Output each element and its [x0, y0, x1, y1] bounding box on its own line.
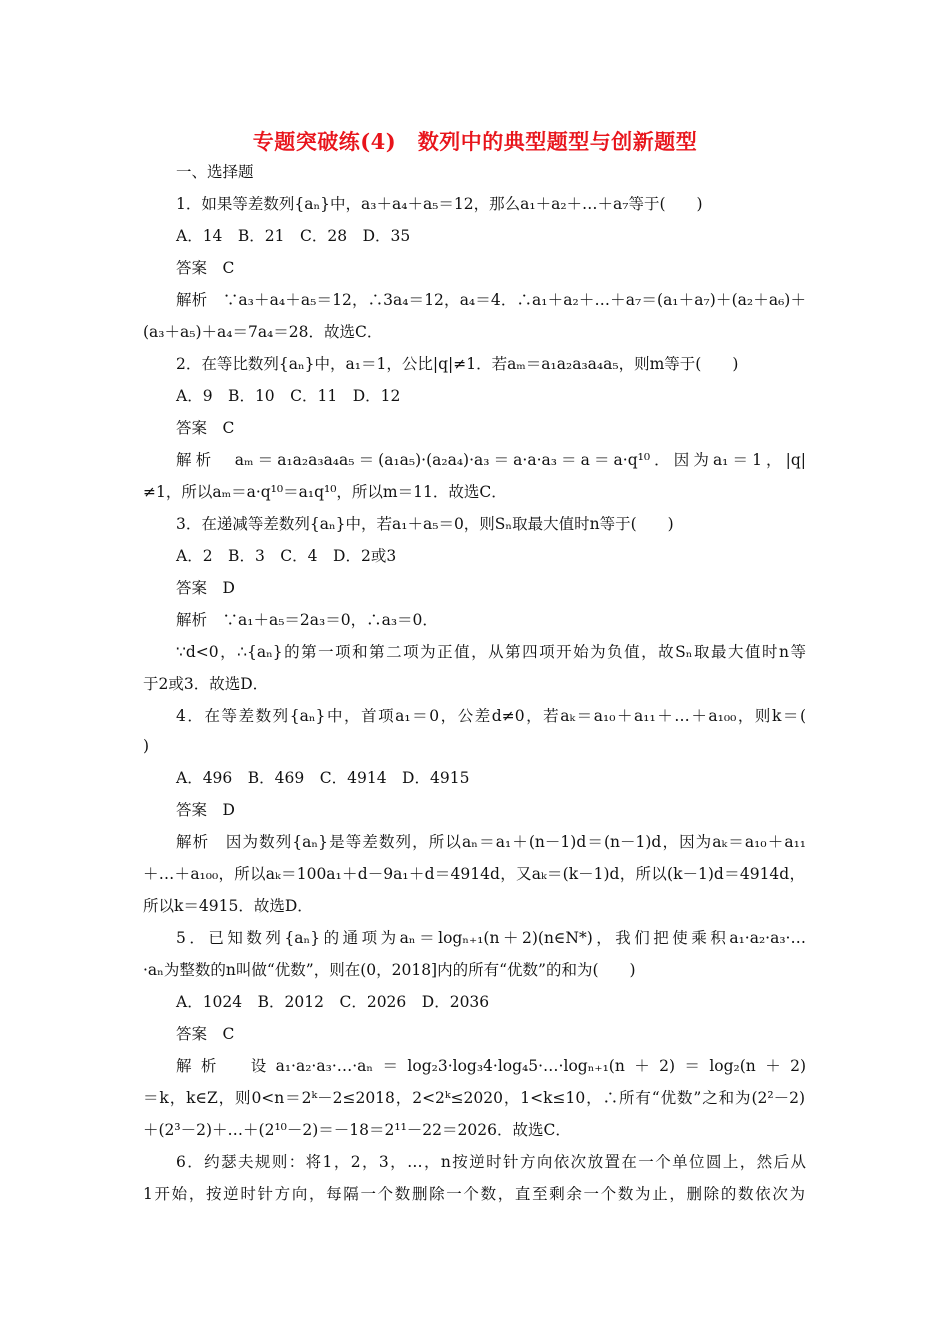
question-5-line-1: 5．已知数列{aₙ}的通项为aₙ＝logₙ₊₁(n＋2)(n∈N*)，我们把使乘积a₁·a₂·a₃·…	[176, 929, 806, 947]
solution-5-line-1: 解析 设a₁·a₂·a₃·…·aₙ＝log₂3·log₃4·log₄5·…·logₙ₊₁(n＋2)＝log₂(n＋2)	[176, 1057, 806, 1075]
solution-4-line-3: 所以k＝4915．故选D．	[143, 897, 313, 915]
question-4-line-1: 4．在等差数列{aₙ}中，首项a₁＝0，公差d≠0，若aₖ＝a₁₀＋a₁₁＋…＋a₁₀₀，则k＝(	[176, 707, 806, 725]
solution-1-line-1: 解析 ∵a₃＋a₄＋a₅＝12，∴3a₄＝12，a₄＝4．∴a₁＋a₂＋…＋a₇＝(a₁＋a₇)＋(a₂＋a₆)＋	[176, 291, 806, 309]
question-2: 2．在等比数列{aₙ}中，a₁＝1，公比|q|≠1．若aₘ＝a₁a₂a₃a₄a₅，则m等于( )	[176, 355, 739, 373]
options-4: A．496 B．469 C．4914 D．4915	[176, 769, 470, 787]
question-5-line-2: ·aₙ为整数的n叫做“优数”，则在(0，2018]内的所有“优数”的和为( )	[143, 961, 636, 979]
solution-2-line-1: 解析 aₘ＝a₁a₂a₃a₄a₅＝(a₁a₅)·(a₂a₄)·a₃＝a·a·a₃＝a＝a·q¹⁰．因为a₁＝1，|q|	[176, 451, 806, 469]
options-5: A．1024 B．2012 C．2026 D．2036	[176, 993, 490, 1011]
answer-3: 答案 D	[176, 579, 235, 597]
solution-1-line-2: (a₃＋a₅)＋a₄＝7a₄＝28．故选C．	[143, 323, 383, 341]
section-heading: 一、选择题	[176, 163, 254, 181]
answer-5: 答案 C	[176, 1025, 235, 1043]
options-3: A．2 B．3 C．4 D．2或3	[176, 547, 397, 565]
solution-4-line-2: ＋…＋a₁₀₀，所以aₖ＝100a₁＋d－9a₁＋d＝4914d，又aₖ＝(k－1)d，所以(k－1)d＝4914d，	[143, 865, 805, 883]
page-title: 专题突破练(4) 数列中的典型题型与创新题型	[252, 129, 698, 154]
solution-2-line-2: ≠1，所以aₘ＝a·q¹⁰＝a₁q¹⁰，所以m＝11．故选C．	[143, 483, 507, 501]
solution-4-line-1: 解析 因为数列{aₙ}是等差数列，所以aₙ＝a₁＋(n－1)d＝(n－1)d，因为aₖ＝a₁₀＋a₁₁	[176, 833, 806, 851]
question-3: 3．在递减等差数列{aₙ}中，若a₁＋a₅＝0，则Sₙ取最大值时n等于( )	[176, 515, 674, 533]
options-2: A．9 B．10 C．11 D．12	[176, 387, 401, 405]
question-6-line-1: 6．约瑟夫规则：将1，2，3，…，n按逆时针方向依次放置在一个单位圆上，然后从	[176, 1153, 806, 1171]
answer-1: 答案 C	[176, 259, 235, 277]
solution-3-line-3: 于2或3．故选D．	[143, 675, 269, 693]
answer-4: 答案 D	[176, 801, 235, 819]
options-1: A．14 B．21 C．28 D．35	[176, 227, 411, 245]
answer-2: 答案 C	[176, 419, 235, 437]
question-1: 1．如果等差数列{aₙ}中，a₃＋a₄＋a₅＝12，那么a₁＋a₂＋…＋a₇等于( )	[176, 195, 703, 213]
solution-3-line-2: ∵d<0，∴{aₙ}的第一项和第二项为正值，从第四项开始为负值，故Sₙ取最大值时n等	[176, 643, 806, 661]
question-6-line-2: 1开始，按逆时针方向，每隔一个数删除一个数，直至剩余一个数为止，删除的数依次为	[143, 1185, 805, 1203]
question-4-line-2: )	[143, 737, 150, 755]
solution-5-line-3: ＋(2³－2)＋…＋(2¹⁰－2)＝－18＝2¹¹－22＝2026．故选C．	[143, 1121, 571, 1139]
solution-3-line-1: 解析 ∵a₁＋a₅＝2a₃＝0，∴a₃＝0．	[176, 611, 438, 629]
solution-5-line-2: ＝k，k∈Z，则0<n＝2ᵏ－2≤2018，2<2ᵏ≤2020，1<k≤10，∴所有“优数”之和为(2²－2)	[143, 1089, 805, 1107]
